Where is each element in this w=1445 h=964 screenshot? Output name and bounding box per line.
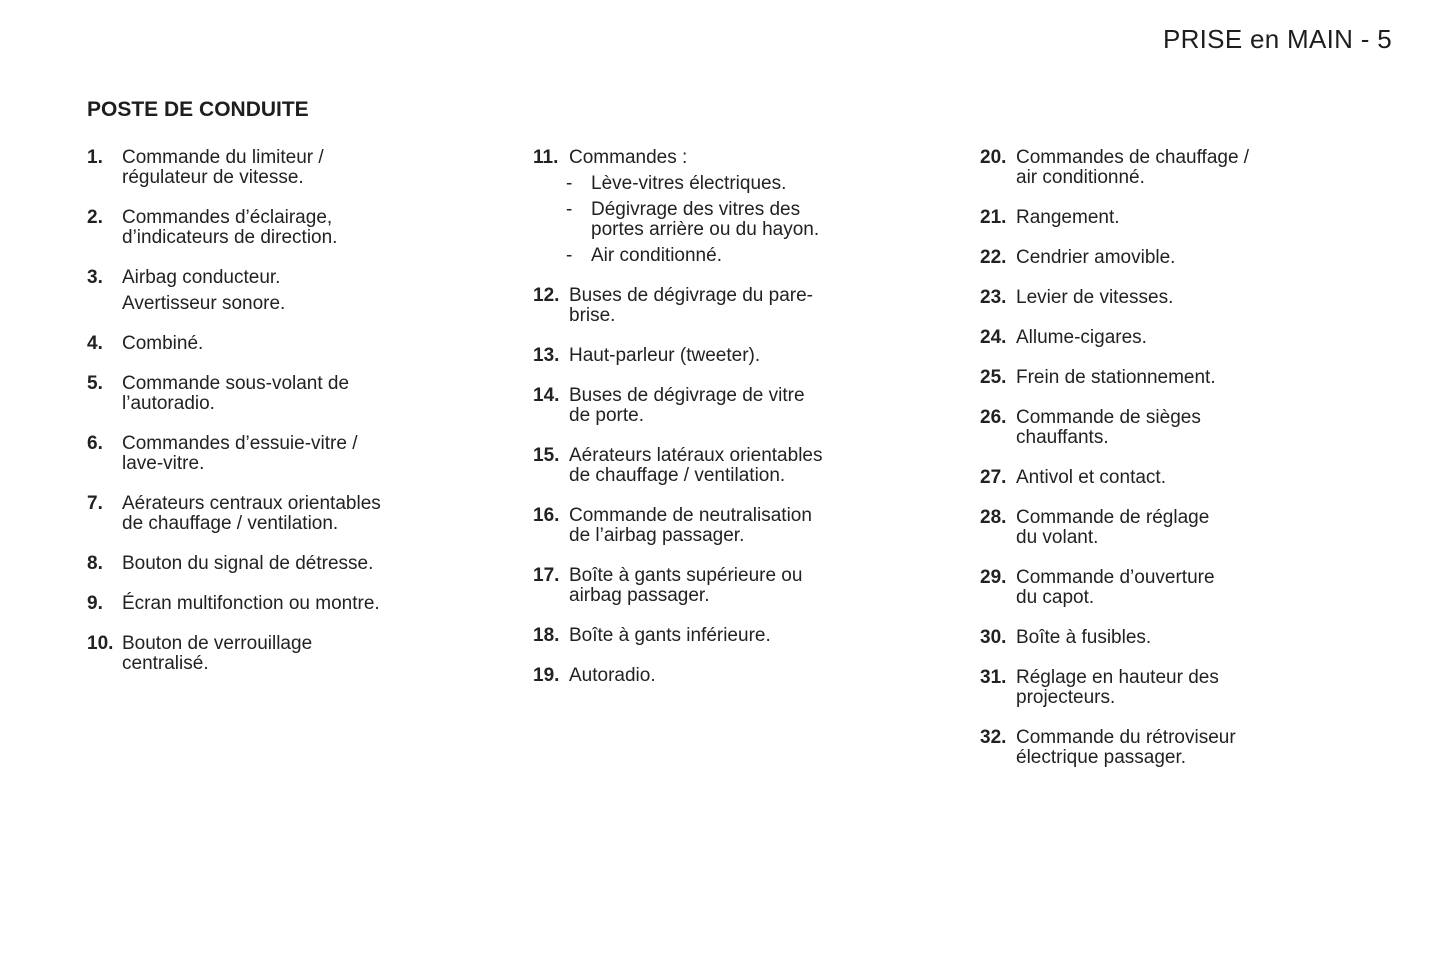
legend-item-number: 7. — [87, 493, 103, 514]
legend-item-number: 4. — [87, 333, 103, 354]
legend-item-text — [1016, 408, 1400, 448]
legend-item-line: Rangement. — [1016, 207, 1120, 228]
legend-item — [87, 634, 487, 674]
legend-item-number: 11. — [533, 147, 559, 168]
legend-item-text — [122, 334, 487, 354]
legend-item-text — [122, 494, 487, 534]
legend-item — [980, 288, 1400, 308]
legend-item-line: Autoradio. — [569, 665, 656, 686]
legend-item-text — [569, 506, 953, 546]
legend-item-line: Antivol et contact. — [1016, 467, 1166, 488]
legend-item-text — [569, 446, 953, 486]
page-header: PRISE en MAIN - 5 — [1162, 24, 1392, 54]
legend-item — [87, 494, 487, 534]
legend-item-text — [1016, 468, 1400, 488]
legend-item-line: de chauffage / ventilation. — [569, 465, 786, 486]
legend-column-1 — [87, 148, 487, 694]
legend-item-number: 8. — [87, 553, 103, 574]
legend-item-line: centralisé. — [122, 653, 209, 674]
legend-item-number: 23. — [980, 287, 1007, 308]
legend-item-text — [122, 268, 487, 314]
legend-item-line: de porte. — [569, 405, 644, 426]
legend-item-line: Allume-cigares. — [1016, 327, 1147, 348]
legend-column-2 — [533, 148, 953, 706]
legend-item-text — [1016, 728, 1400, 768]
legend-item-number: 30. — [980, 627, 1007, 648]
legend-item-number: 13. — [533, 345, 560, 366]
legend-item — [980, 568, 1400, 608]
legend-item — [533, 148, 953, 266]
legend-item — [980, 148, 1400, 188]
legend-item-number: 16. — [533, 505, 560, 526]
legend-item-number: 27. — [980, 467, 1007, 488]
legend-item-line: Écran multifonction ou montre. — [122, 593, 380, 614]
legend-item-number: 15. — [533, 445, 560, 466]
legend-item-text — [122, 208, 487, 248]
legend-item-text — [1016, 148, 1400, 188]
legend-item-line: du capot. — [1016, 587, 1095, 608]
legend-column-3 — [980, 148, 1400, 788]
legend-item-line: Boîte à gants inférieure. — [569, 625, 771, 646]
legend-item — [980, 328, 1400, 348]
legend-item-line: Commande de neutralisation — [569, 505, 812, 526]
legend-item-line: Bouton du signal de détresse. — [122, 553, 374, 574]
legend-item — [87, 434, 487, 474]
legend-item-number: 22. — [980, 247, 1007, 268]
legend-subitem — [566, 246, 953, 266]
legend-subitem-line: portes arrière ou du hayon. — [591, 219, 820, 240]
legend-item-line: Bouton de verrouillage — [122, 633, 313, 654]
legend-item — [980, 668, 1400, 708]
legend-item-number: 26. — [980, 407, 1007, 428]
legend-item — [533, 666, 953, 686]
legend-subitem — [566, 174, 953, 194]
legend-item-number: 19. — [533, 665, 560, 686]
legend-item-text — [569, 666, 953, 686]
legend-item-line: de l’airbag passager. — [569, 525, 745, 546]
legend-item — [533, 626, 953, 646]
legend-item-number: 10. — [87, 633, 114, 654]
legend-item — [87, 334, 487, 354]
legend-item-number: 20. — [980, 147, 1007, 168]
legend-item-line: Commande d’ouverture — [1016, 567, 1215, 588]
legend-item-line: Buses de dégivrage du pare- — [569, 285, 813, 306]
legend-item-text — [1016, 628, 1400, 648]
legend-item-text — [1016, 208, 1400, 228]
legend-item-line: Commandes de chauffage / — [1016, 147, 1250, 168]
dash-bullet: - — [566, 199, 573, 220]
legend-item-number: 3. — [87, 267, 103, 288]
legend-item — [533, 566, 953, 606]
legend-item-line: électrique passager. — [1016, 747, 1187, 768]
legend-item-line: brise. — [569, 305, 616, 326]
legend-subitem-line: Dégivrage des vitres des — [591, 199, 801, 220]
legend-item-number: 32. — [980, 727, 1007, 748]
legend-item-number: 5. — [87, 373, 103, 394]
legend-item-number: 21. — [980, 207, 1007, 228]
legend-item — [87, 208, 487, 248]
legend-item — [533, 386, 953, 426]
legend-item-text — [122, 634, 487, 674]
legend-item-line: Frein de stationnement. — [1016, 367, 1216, 388]
legend-item-text — [122, 148, 487, 188]
legend-item-number: 14. — [533, 385, 560, 406]
legend-item-line: Commande de sièges — [1016, 407, 1201, 428]
section-title: POSTE DE CONDUITE — [87, 98, 309, 121]
legend-item-text — [122, 374, 487, 414]
legend-subitem-text — [591, 200, 819, 240]
legend-item-text — [566, 147, 953, 266]
legend-subitem-line: Lève-vitres électriques. — [591, 173, 787, 194]
legend-item-line: lave-vitre. — [122, 453, 205, 474]
legend-item — [87, 554, 487, 574]
legend-item — [980, 408, 1400, 448]
legend-item-line: Aérateurs latéraux orientables — [569, 445, 823, 466]
legend-item-line: Airbag conducteur. — [122, 267, 281, 288]
legend-item-line: Commande du rétroviseur — [1016, 727, 1236, 748]
legend-item-line: Levier de vitesses. — [1016, 287, 1174, 308]
legend-item-text — [1016, 248, 1400, 268]
legend-item-line: Boîte à fusibles. — [1016, 627, 1152, 648]
legend-item-text — [569, 386, 953, 426]
legend-item — [533, 446, 953, 486]
legend-item-text — [569, 566, 953, 606]
legend-item-text — [122, 594, 487, 614]
legend-item-text — [1016, 568, 1400, 608]
legend-item — [980, 628, 1400, 648]
legend-item — [87, 268, 487, 314]
legend-item-line: Commandes d’essuie-vitre / — [122, 433, 358, 454]
legend-item-line: de chauffage / ventilation. — [122, 513, 339, 534]
legend-item — [533, 286, 953, 326]
legend-item-number: 18. — [533, 625, 560, 646]
legend-item-extra-line: Avertisseur sonore. — [122, 293, 286, 314]
legend-item — [87, 374, 487, 414]
legend-subitem-text — [591, 246, 722, 266]
legend-item-line: Cendrier amovible. — [1016, 247, 1176, 268]
legend-item-number: 29. — [980, 567, 1007, 588]
legend-item-line: Boîte à gants supérieure ou — [569, 565, 803, 586]
legend-item-number: 28. — [980, 507, 1007, 528]
legend-subitem-text — [591, 174, 786, 194]
legend-item-text — [1016, 668, 1400, 708]
legend-item — [980, 248, 1400, 268]
legend-item-line: l’autoradio. — [122, 393, 215, 414]
legend-item-number: 12. — [533, 285, 560, 306]
legend-item-number: 6. — [87, 433, 103, 454]
legend-item-line: du volant. — [1016, 527, 1099, 548]
legend-item-number: 2. — [87, 207, 103, 228]
legend-item — [87, 148, 487, 188]
legend-item-line: Commande sous-volant de — [122, 373, 350, 394]
legend-item-text — [1016, 368, 1400, 388]
legend-item — [980, 208, 1400, 228]
legend-subitem-line: Air conditionné. — [591, 245, 722, 266]
legend-item-line: régulateur de vitesse. — [122, 167, 304, 188]
legend-item-line: projecteurs. — [1016, 687, 1116, 708]
legend-item — [980, 368, 1400, 388]
legend-item-text — [1016, 288, 1400, 308]
legend-item-text — [569, 286, 953, 326]
legend-item-line: Réglage en hauteur des — [1016, 667, 1219, 688]
legend-item-text — [122, 434, 487, 474]
legend-item-line: Haut-parleur (tweeter). — [569, 345, 761, 366]
legend-item-line: Combiné. — [122, 333, 204, 354]
legend-item-line: Commandes d’éclairage, — [122, 207, 333, 228]
legend-item-line: Commande du limiteur / — [122, 147, 324, 168]
legend-item-line: Commandes : — [569, 147, 688, 168]
legend-item-number: 24. — [980, 327, 1007, 348]
legend-item-number: 17. — [533, 565, 560, 586]
legend-item — [980, 728, 1400, 768]
legend-item-number: 9. — [87, 593, 103, 614]
legend-item-text — [122, 554, 487, 574]
legend-item-line: Buses de dégivrage de vitre — [569, 385, 805, 406]
legend-item — [533, 506, 953, 546]
legend-item-text — [1016, 328, 1400, 348]
legend-item-number: 1. — [87, 147, 103, 168]
legend-item-line: Aérateurs centraux orientables — [122, 493, 381, 514]
legend-subitem-list — [566, 174, 953, 266]
dash-bullet: - — [566, 245, 573, 266]
legend-item — [980, 508, 1400, 548]
legend-subitem — [566, 200, 953, 240]
legend-item-line: airbag passager. — [569, 585, 710, 606]
legend-item-line: d’indicateurs de direction. — [122, 227, 338, 248]
legend-item-number: 25. — [980, 367, 1007, 388]
legend-item-line: chauffants. — [1016, 427, 1109, 448]
legend-item — [533, 346, 953, 366]
legend-item-text — [1016, 508, 1400, 548]
legend-item-number: 31. — [980, 667, 1007, 688]
legend-item-text — [569, 346, 953, 366]
dash-bullet: - — [566, 173, 573, 194]
legend-item-line: air conditionné. — [1016, 167, 1145, 188]
legend-item — [87, 594, 487, 614]
legend-item-text — [569, 626, 953, 646]
legend-item — [980, 468, 1400, 488]
legend-item-line: Commande de réglage — [1016, 507, 1210, 528]
